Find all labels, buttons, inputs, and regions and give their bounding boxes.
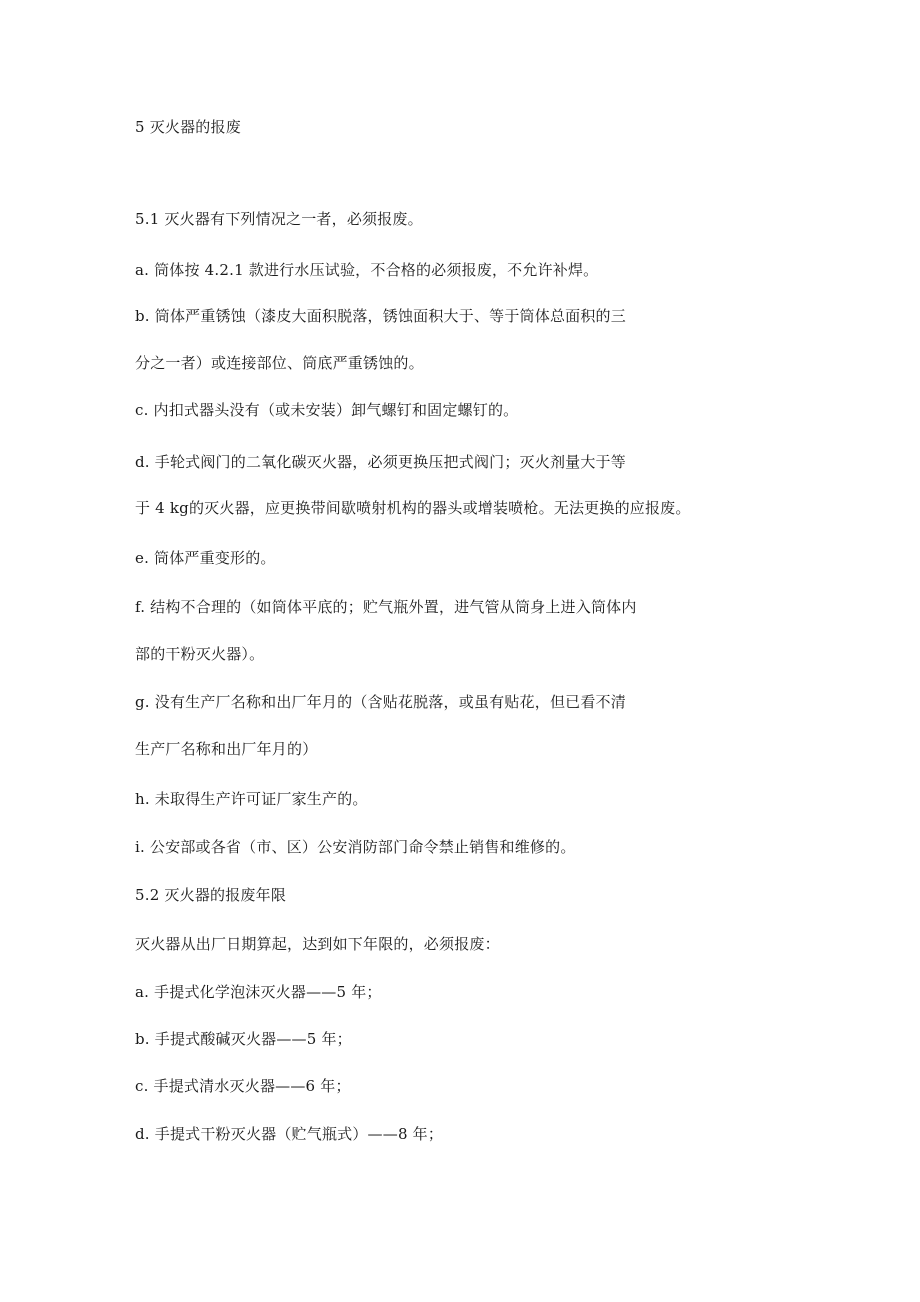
list-item-continuation: 分之一者）或连接部位、筒底严重锈蚀的。 <box>135 354 424 372</box>
list-item: h. 未取得生产许可证厂家生产的。 <box>135 790 368 808</box>
section-heading: 5 灭火器的报废 <box>135 118 241 136</box>
list-item: b. 筒体严重锈蚀（漆皮大面积脱落，锈蚀面积大于、等于筒体总面积的三 <box>135 307 626 325</box>
list-item: a. 手提式化学泡沫灭火器——5 年； <box>135 983 382 1001</box>
list-item: g. 没有生产厂名称和出厂年月的（含贴花脱落，或虽有贴花，但已看不清 <box>135 693 626 711</box>
list-item: e. 筒体严重变形的。 <box>135 549 276 567</box>
list-item: c. 内扣式器头没有（或未安装）卸气螺钉和固定螺钉的。 <box>135 401 519 419</box>
subsection-heading: 5.2 灭火器的报废年限 <box>135 886 287 904</box>
list-item-continuation: 生产厂名称和出厂年月的） <box>135 740 318 758</box>
list-item: b. 手提式酸碱灭火器——5 年； <box>135 1030 352 1048</box>
list-item: i. 公安部或各省（市、区）公安消防部门命令禁止销售和维修的。 <box>135 838 576 856</box>
subsection-heading: 5.1 灭火器有下列情况之一者，必须报废。 <box>135 210 423 228</box>
list-item: d. 手轮式阀门的二氧化碳灭火器，必须更换压把式阀门；灭火剂量大于等 <box>135 453 626 471</box>
list-item-continuation: 于 4 kg的灭火器，应更换带间歇喷射机构的器头或增装喷枪。无法更换的应报废。 <box>135 499 691 517</box>
paragraph: 灭火器从出厂日期算起，达到如下年限的，必须报废： <box>135 935 500 953</box>
list-item: d. 手提式干粉灭火器（贮气瓶式）——8 年； <box>135 1125 444 1143</box>
list-item-continuation: 部的干粉灭火器）。 <box>135 645 265 663</box>
list-item: c. 手提式清水灭火器——6 年； <box>135 1077 351 1095</box>
list-item: f. 结构不合理的（如筒体平底的；贮气瓶外置，进气管从筒身上进入筒体内 <box>135 598 637 616</box>
list-item: a. 筒体按 4.2.1 款进行水压试验，不合格的必须报废，不允许补焊。 <box>135 261 599 279</box>
